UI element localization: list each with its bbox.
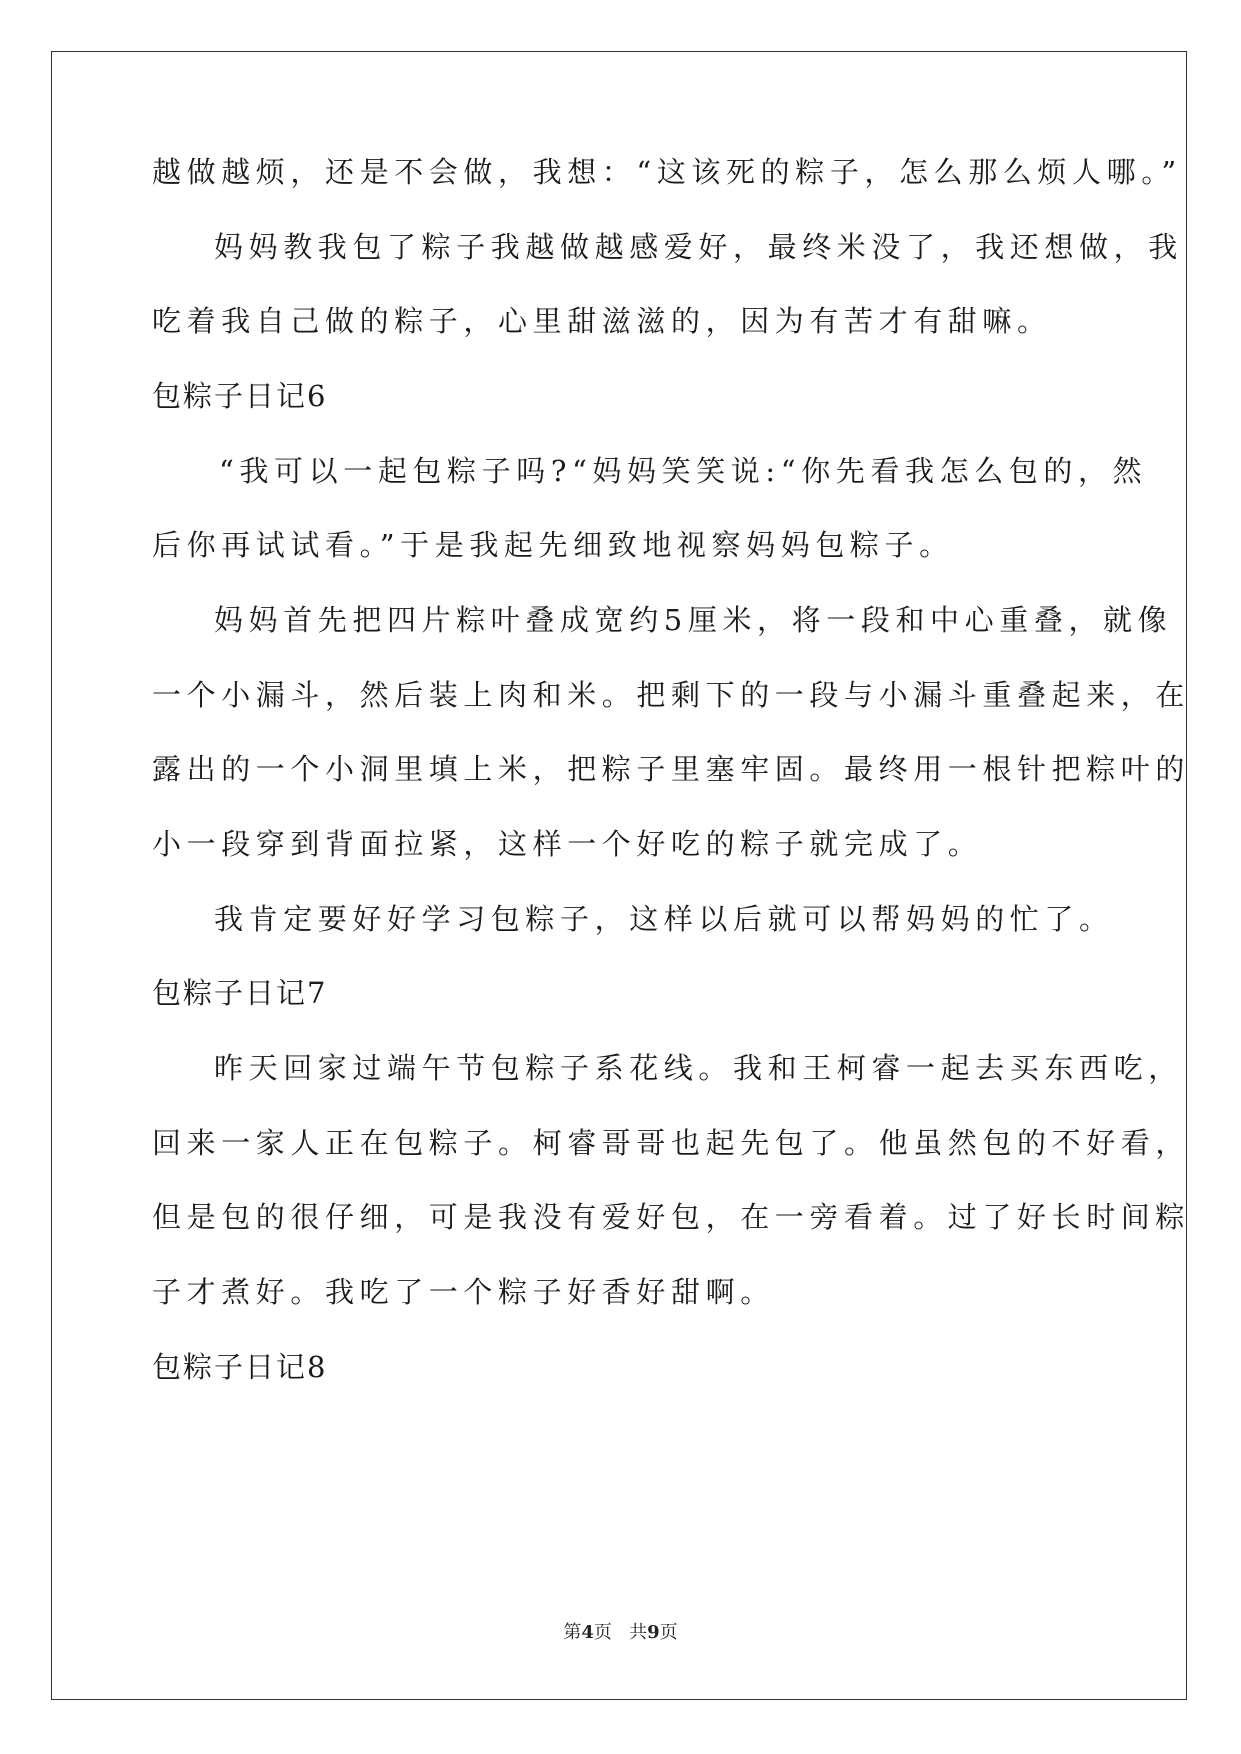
- footer-prefix: 第: [563, 1622, 582, 1643]
- total-page-number: 9: [647, 1622, 660, 1643]
- paragraph-line: 越做越烦，还是不会做，我想：“这该死的粽子，怎么那么烦人哪。”: [152, 155, 1182, 189]
- paragraph-line: 露出的一个小洞里填上米，把粽子里塞牢固。最终用一根针把粽叶的: [152, 752, 1191, 786]
- paragraph-line: 回来一家人正在包粽子。柯睿哥哥也起先包了。他虽然包的不好看，: [152, 1126, 1191, 1160]
- paragraph-line: 我肯定要好好学习包粽子，这样以后就可以帮妈妈的忙了。: [214, 902, 1114, 936]
- page-footer: [0, 1621, 1241, 1645]
- paragraph-line: 昨天回家过端午节包粽子系花线。我和王柯睿一起去买东西吃，: [214, 1051, 1183, 1085]
- paragraph-line: 但是包的很仔细，可是我没有爱好包，在一旁看着。过了好长时间粽: [152, 1200, 1191, 1234]
- paragraph-line: 子才煮好。我吃了一个粽子好香好甜啊。: [152, 1275, 775, 1309]
- paragraph-line: 后你再试试看。”于是我起先细致地视察妈妈包粽子。: [152, 528, 954, 562]
- paragraph-line: 吃着我自己做的粽子，心里甜滋滋的，因为有苦才有甜嘛。: [152, 304, 1052, 338]
- section-heading: 包粽子日记8: [152, 1350, 328, 1384]
- paragraph-line: “我可以一起包粽子吗?“妈妈笑笑说:“你先看我怎么包的，然: [219, 454, 1148, 488]
- footer-mid: 页 共: [593, 1622, 648, 1643]
- footer-suffix: 页: [659, 1622, 678, 1643]
- current-page-number: 4: [581, 1622, 594, 1643]
- paragraph-line: 小一段穿到背面拉紧，这样一个好吃的粽子就完成了。: [152, 827, 983, 861]
- section-heading: 包粽子日记6: [152, 379, 328, 413]
- page-border: [51, 51, 1187, 1700]
- section-heading: 包粽子日记7: [152, 976, 328, 1010]
- paragraph-line: 妈妈教我包了粽子我越做越感爱好，最终米没了，我还想做，我: [214, 230, 1183, 264]
- paragraph-line: 一个小漏斗，然后装上肉和米。把剩下的一段与小漏斗重叠起来，在: [152, 678, 1191, 712]
- paragraph-line: 妈妈首先把四片粽叶叠成宽约5厘米，将一段和中心重叠，就像: [214, 603, 1173, 637]
